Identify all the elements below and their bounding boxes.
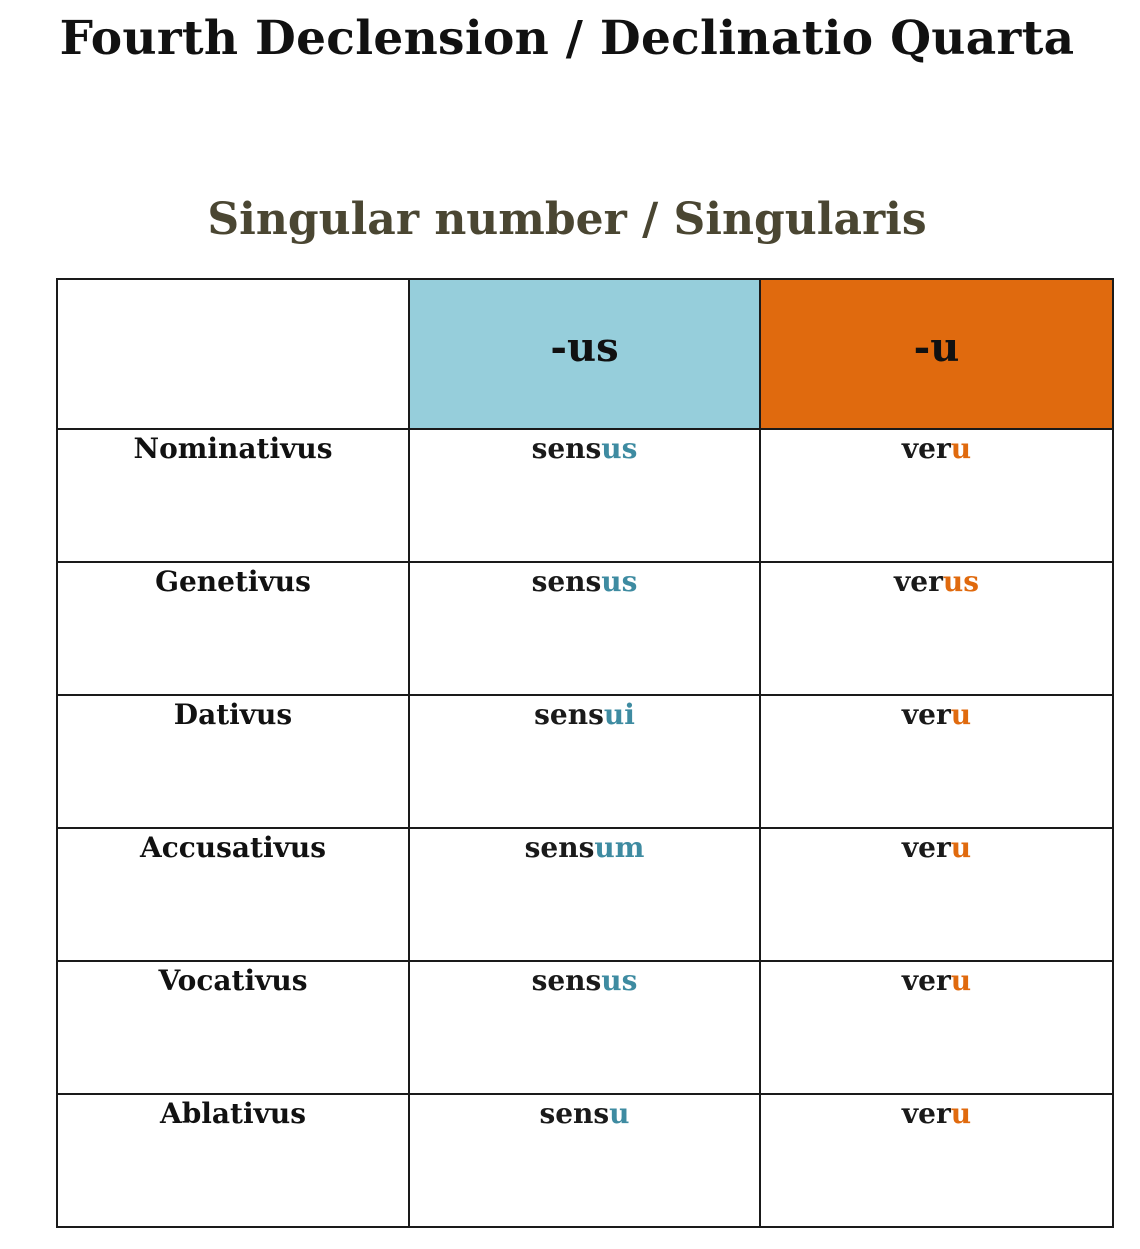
word-ending: us [601, 432, 638, 465]
word-stem: ver [894, 565, 943, 598]
word-stem: ver [901, 432, 951, 465]
us-form [410, 829, 759, 865]
case-name-cell [57, 1094, 409, 1227]
table-row [57, 961, 1113, 1094]
header-u-cell [760, 279, 1113, 429]
word-ending: u [950, 432, 972, 465]
word-stem: sens [539, 1097, 610, 1130]
word-ending: us [942, 565, 979, 598]
u-form-cell [760, 961, 1113, 1094]
u-form [761, 1095, 1112, 1131]
word-stem: sens [531, 565, 602, 598]
word-stem: sens [534, 698, 604, 731]
case-name: Genetivus [155, 565, 311, 598]
word-ending: u [950, 698, 972, 731]
u-form [761, 430, 1112, 466]
word-stem: sens [524, 831, 595, 864]
u-form [761, 563, 1112, 599]
case-name: Vocativus [158, 964, 308, 997]
word-stem: sens [531, 964, 602, 997]
word-ending: us [601, 964, 638, 997]
us-form-cell [409, 562, 760, 695]
case-name-cell [57, 828, 409, 961]
word-stem: ver [901, 831, 951, 864]
header-us-label: -us [550, 324, 619, 371]
word-ending: us [601, 565, 638, 598]
word-stem: sens [531, 432, 602, 465]
case-name: Dativus [173, 698, 293, 731]
case-name-cell [57, 961, 409, 1094]
word-ending: u [950, 831, 972, 864]
case-name-cell [57, 695, 409, 828]
case-name: Nominativus [133, 432, 333, 465]
word-stem: ver [901, 1097, 951, 1130]
u-form-cell [760, 429, 1113, 562]
us-form [410, 962, 759, 998]
u-form-cell [760, 828, 1113, 961]
declension-table [56, 278, 1114, 1228]
us-form [410, 696, 759, 732]
table-row [57, 1094, 1113, 1227]
u-form-cell [760, 1094, 1113, 1227]
us-form-cell [409, 1094, 760, 1227]
word-ending: ui [603, 698, 635, 731]
case-name-cell [57, 562, 409, 695]
word-ending: um [594, 831, 645, 864]
word-ending: u [950, 964, 972, 997]
us-form [410, 563, 759, 599]
header-us-cell [409, 279, 760, 429]
case-name: Ablativus [159, 1097, 307, 1130]
table-row [57, 429, 1113, 562]
table-row [57, 562, 1113, 695]
u-form-cell [760, 695, 1113, 828]
header-u-label: -u [913, 324, 960, 371]
page-title: Fourth Declension / Declinatio Quarta [59, 11, 1075, 66]
u-form [761, 962, 1112, 998]
case-name-cell [57, 429, 409, 562]
section-title: Singular number / Singularis [207, 194, 927, 245]
u-form [761, 829, 1112, 865]
case-name: Accusativus [139, 831, 327, 864]
us-form-cell [409, 695, 760, 828]
word-ending: u [950, 1097, 972, 1130]
table-row [57, 828, 1113, 961]
u-form [761, 696, 1112, 732]
u-form-cell [760, 562, 1113, 695]
word-ending: u [609, 1097, 630, 1130]
us-form-cell [409, 429, 760, 562]
table-header-row [57, 279, 1113, 429]
us-form [410, 430, 759, 466]
table-row [57, 695, 1113, 828]
us-form [410, 1095, 759, 1131]
word-stem: ver [901, 964, 951, 997]
header-corner-cell [57, 279, 409, 429]
us-form-cell [409, 828, 760, 961]
word-stem: ver [901, 698, 951, 731]
us-form-cell [409, 961, 760, 1094]
